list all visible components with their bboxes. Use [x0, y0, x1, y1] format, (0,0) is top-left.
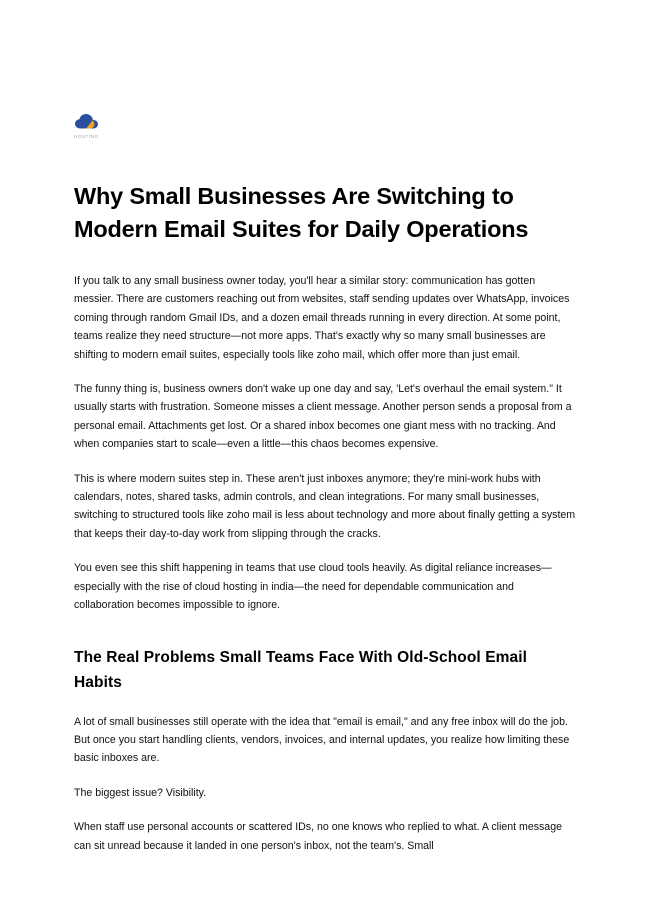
- cloud-logo-icon: [74, 112, 100, 139]
- paragraph-3: This is where modern suites step in. These aren't just inboxes anymore; they're mini-work hubs with calendars, notes, shared tasks, admin controls, and clean integrations. For many small businesses, switching to structured tools like zoho mail is less about technology and more about finally getting a system that keeps their day-to-day work from slipping through the cracks.: [74, 472, 576, 540]
- section-heading: The Real Problems Small Teams Face With Old-School Email Habits: [74, 648, 528, 691]
- logo-caption: HOSTING: [74, 134, 99, 139]
- site-logo: [74, 112, 120, 146]
- paragraph-4: You even see this shift happening in teams that use cloud tools heavily. As digital reliance increases—especially with the rise of cloud hosting in india—the need for dependable communication and collaboration becomes impossible to ignore.: [74, 562, 552, 612]
- section-paragraph-3: When staff use personal accounts or scattered IDs, no one knows who replied to what. A client message can sit unread because it landed in one person's inbox, not the team's. Small: [74, 821, 562, 852]
- section-paragraph-1: A lot of small businesses still operate with the idea that "email is email," and any free inbox will do the job. But once you start handling clients, vendors, invoices, and internal updates, you realize how limiting these basic inboxes are.: [74, 715, 570, 765]
- section-paragraph-2: The biggest issue? Visibility.: [74, 786, 207, 799]
- paragraph-2: The funny thing is, business owners don't wake up one day and say, 'Let's overhaul the email system." It usually starts with frustration. Someone misses a client message. Another person sends a proposal from a personal email. Attachments get lost. Or a shared inbox becomes one giant mess with no tracking. And when companies start to scale—even a little—this chaos becomes expensive.: [74, 383, 572, 451]
- page-title: Why Small Businesses Are Switching to Modern Email Suites for Daily Operations: [74, 183, 529, 242]
- paragraph-1: If you talk to any small business owner today, you'll hear a similar story: communication has gotten messier. There are customers reaching out from websites, staff sending updates over WhatsApp, invoices coming through random Gmail IDs, and a dozen email threads running in every direction. At some point, teams realize they need structure—not more apps. That's exactly why so many small businesses are shifting to modern email suites, especially tools like zoho mail, which offer more than just email.: [74, 275, 570, 361]
